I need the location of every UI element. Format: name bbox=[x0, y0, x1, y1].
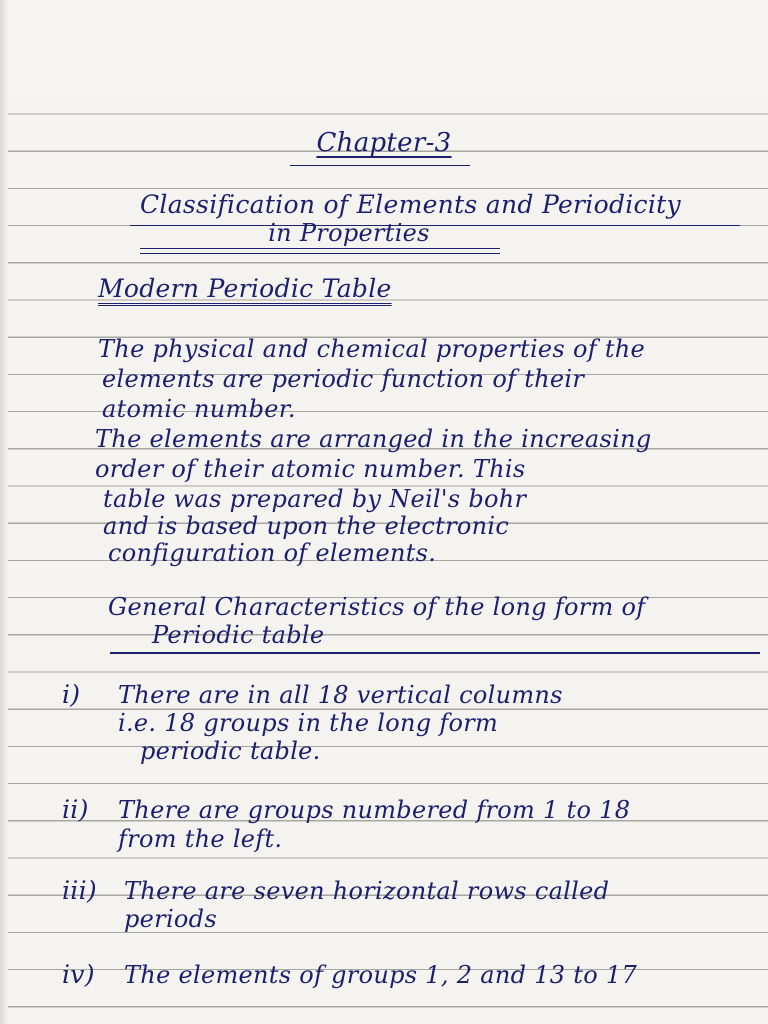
paragraph-line: The elements are arranged in the increasing bbox=[95, 425, 652, 453]
title-line-1: Classification of Elements and Periodicity bbox=[140, 190, 681, 219]
title-line-2: in Properties bbox=[268, 219, 430, 247]
point-line: There are seven horizontal rows called bbox=[124, 877, 610, 905]
point-line: There are groups numbered from 1 to 18 bbox=[118, 796, 631, 824]
point-number-1: i) bbox=[62, 680, 81, 709]
section-heading-modern: Modern Periodic Table bbox=[98, 274, 392, 303]
paragraph-line: order of their atomic number. This bbox=[95, 455, 526, 483]
section-heading-general: General Characteristics of the long form of bbox=[108, 593, 646, 621]
paragraph-line: table was prepared by Neil's bohr bbox=[103, 485, 527, 513]
paragraph-line: elements are periodic function of their bbox=[102, 365, 585, 393]
point-number-3: iii) bbox=[62, 876, 97, 905]
title-underline-3 bbox=[140, 253, 500, 254]
general-heading-underline bbox=[110, 652, 760, 654]
paragraph-line: and is based upon the electronic bbox=[103, 512, 510, 540]
paragraph-line: The physical and chemical properties of the bbox=[98, 335, 646, 363]
paragraph-line: atomic number. bbox=[102, 395, 296, 423]
chapter-heading: Chapter-3 bbox=[316, 128, 452, 158]
point-number-2: ii) bbox=[62, 795, 89, 824]
paragraph-line: configuration of elements. bbox=[108, 539, 437, 567]
point-number-4: iv) bbox=[62, 960, 95, 989]
section-heading-general-line-2: Periodic table bbox=[152, 621, 325, 649]
point-line: There are in all 18 vertical columns bbox=[118, 681, 563, 709]
chapter-underline bbox=[290, 165, 470, 166]
point-line: from the left. bbox=[118, 825, 283, 853]
title-underline-2 bbox=[140, 248, 500, 249]
page-top-margin bbox=[0, 0, 768, 95]
point-line: periods bbox=[124, 905, 217, 933]
point-line: The elements of groups 1, 2 and 13 to 17 bbox=[124, 961, 638, 989]
point-line: i.e. 18 groups in the long form bbox=[118, 709, 499, 737]
point-line: periodic table. bbox=[140, 737, 321, 765]
